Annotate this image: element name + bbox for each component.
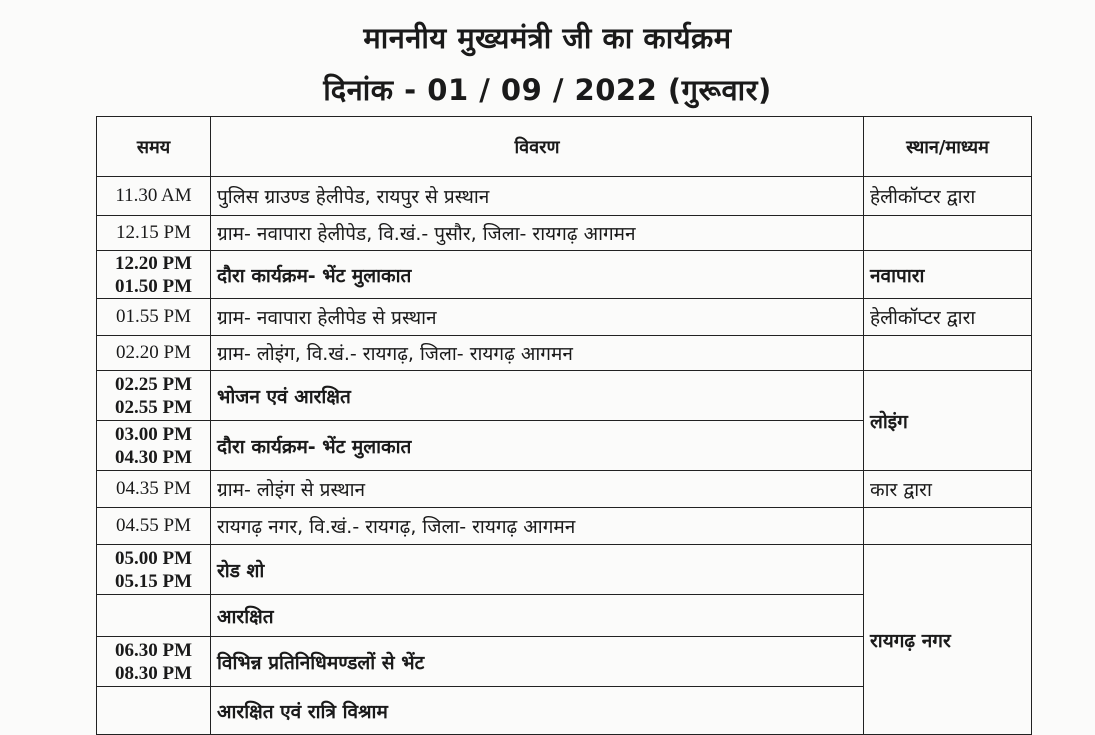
time-cell: 02.20 PM [97, 336, 211, 371]
time-to: 05.15 PM [114, 570, 193, 592]
description-cell: विभिन्न प्रतिनिधिमण्डलों से भेंट [211, 637, 864, 687]
time-cell [97, 637, 211, 687]
description-cell: रायगढ़ नगर, वि.खं.- रायगढ़, जिला- रायगढ़ आगमन [211, 508, 864, 545]
date-line: दिनांक - 01 / 09 / 2022 (गुरूवार) [323, 73, 772, 107]
time-from: 06.30 PM [114, 639, 193, 661]
description-cell: पुलिस ग्राउण्ड हेलीपेड, रायपुर से प्रस्थान [211, 177, 864, 216]
time-cell: 04.55 PM [97, 508, 211, 545]
place-cell: नवापारा [864, 251, 1032, 299]
time-to: 04.30 PM [114, 446, 193, 468]
time-to: 01.50 PM [114, 275, 193, 297]
place-cell: हेलीकॉप्टर द्वारा [864, 299, 1032, 336]
description-cell: भोजन एवं आरक्षित [211, 371, 864, 421]
table-row [97, 177, 1032, 216]
table-row [97, 336, 1032, 371]
schedule-table [96, 116, 1032, 735]
description-cell: दौरा कार्यक्रम- भेंट मुलाकात [211, 421, 864, 471]
time-cell [97, 371, 211, 421]
place-cell: हेलीकॉप्टर द्वारा [864, 177, 1032, 216]
table-header-row [97, 117, 1032, 177]
description-cell: ग्राम- नवापारा हेलीपेड, वि.खं.- पुसौर, जिला- रायगढ़ आगमन [211, 216, 864, 251]
time-cell: 11.30 AM [97, 177, 211, 216]
time-from: 02.25 PM [114, 373, 193, 395]
time-to: 08.30 PM [114, 662, 193, 684]
description-cell: रोड शो [211, 545, 864, 595]
table-row [97, 251, 1032, 299]
place-cell: लोइंग [864, 371, 1032, 471]
description-cell: आरक्षित [211, 595, 864, 637]
table-row [97, 371, 1032, 421]
page-title: माननीय मुख्यमंत्री जी का कार्यक्रम [363, 21, 732, 55]
description-cell: आरक्षित एवं रात्रि विश्राम [211, 687, 864, 735]
column-header-description: विवरण [211, 117, 864, 177]
description-cell: दौरा कार्यक्रम- भेंट मुलाकात [211, 251, 864, 299]
column-header-time: समय [97, 117, 211, 177]
time-cell [97, 687, 211, 735]
table-row [97, 508, 1032, 545]
table-row [97, 299, 1032, 336]
place-cell [864, 508, 1032, 545]
time-cell: 12.15 PM [97, 216, 211, 251]
time-cell [97, 545, 211, 595]
time-to: 02.55 PM [114, 396, 193, 418]
place-cell: रायगढ़ नगर [864, 545, 1032, 735]
table-row [97, 216, 1032, 251]
description-cell: ग्राम- लोइंग, वि.खं.- रायगढ़, जिला- रायगढ़ आगमन [211, 336, 864, 371]
place-cell [864, 216, 1032, 251]
table-row [97, 545, 1032, 595]
column-header-place: स्थान/माध्यम [864, 117, 1032, 177]
place-cell [864, 336, 1032, 371]
description-cell: ग्राम- लोइंग से प्रस्थान [211, 471, 864, 508]
time-cell: 01.55 PM [97, 299, 211, 336]
time-cell: 04.35 PM [97, 471, 211, 508]
time-cell [97, 251, 211, 299]
table-row [97, 471, 1032, 508]
place-cell: कार द्वारा [864, 471, 1032, 508]
time-cell [97, 421, 211, 471]
time-from: 05.00 PM [114, 547, 193, 569]
time-cell [97, 595, 211, 637]
time-from: 12.20 PM [114, 252, 193, 274]
time-from: 03.00 PM [114, 423, 193, 445]
description-cell: ग्राम- नवापारा हेलीपेड से प्रस्थान [211, 299, 864, 336]
